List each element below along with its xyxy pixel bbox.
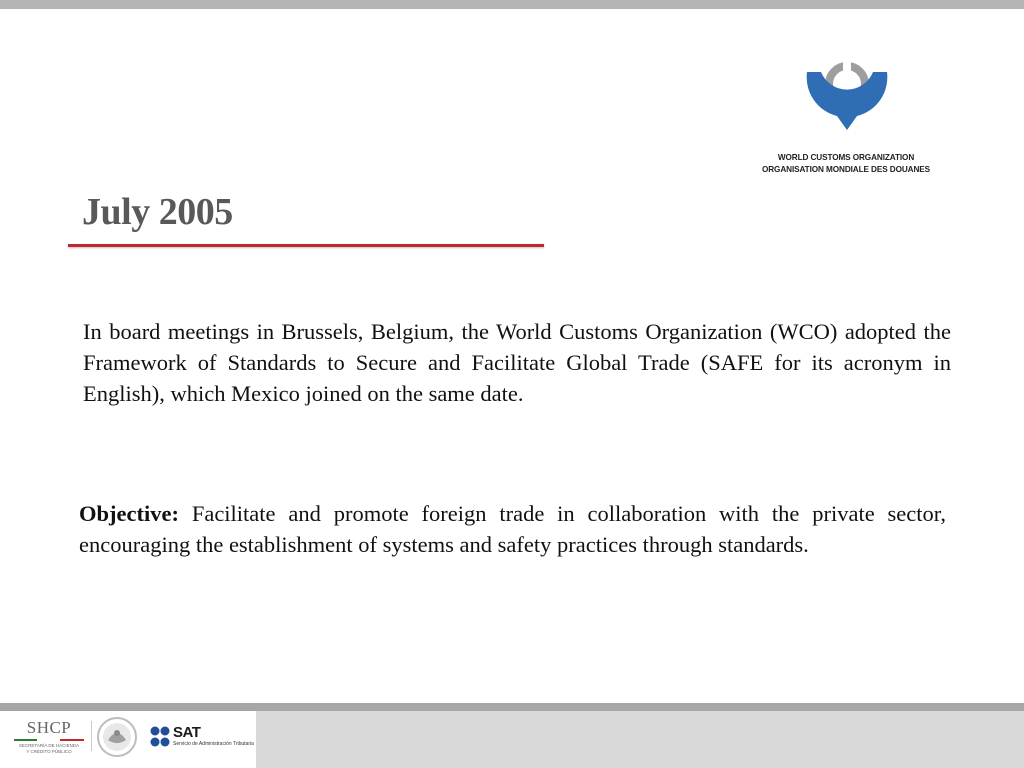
shcp-flag-rule	[14, 739, 84, 741]
objective-text: Facilitate and promote foreign trade in collaboration with the private sector, encouraging the establishment of systems and safety practices through standards.	[79, 501, 946, 557]
footer-panel	[256, 711, 1024, 768]
footer-band	[0, 703, 1024, 711]
paragraph-safe-framework: In board meetings in Brussels, Belgium, the World Customs Organization (WCO) adopted the Framework of Standards to Secure and Facilitate Global Trade (SAFE for its acronym in English), which Mexico joined on the same date.	[83, 319, 951, 406]
wco-emblem-icon	[801, 60, 893, 150]
shcp-name: SHCP	[26, 718, 72, 737]
wco-name-french: ORGANISATION MONDIALE DES DOUANES	[761, 165, 931, 174]
mexican-seal-icon	[96, 716, 138, 758]
footer-logos	[0, 711, 256, 768]
shcp-subtitle-2: Y CRÉDITO PÚBLICO	[26, 748, 72, 754]
wco-logo	[756, 58, 936, 178]
slide-title: July 2005	[82, 191, 233, 233]
objective-label: Objective:	[79, 501, 179, 526]
title-underline	[68, 244, 544, 247]
sat-name: SAT	[173, 724, 201, 741]
shcp-logo	[14, 719, 84, 754]
paragraph-objective	[79, 498, 946, 560]
wco-name-english: WORLD CUSTOMS ORGANIZATION	[777, 153, 915, 162]
sat-dots-icon	[149, 726, 173, 748]
sat-subtitle: Servicio de Administración Tributaria	[173, 741, 254, 747]
top-bar	[0, 0, 1024, 9]
shcp-subtitle-1: SECRETARÍA DE HACIENDA	[18, 743, 80, 748]
footer-divider	[91, 721, 92, 751]
